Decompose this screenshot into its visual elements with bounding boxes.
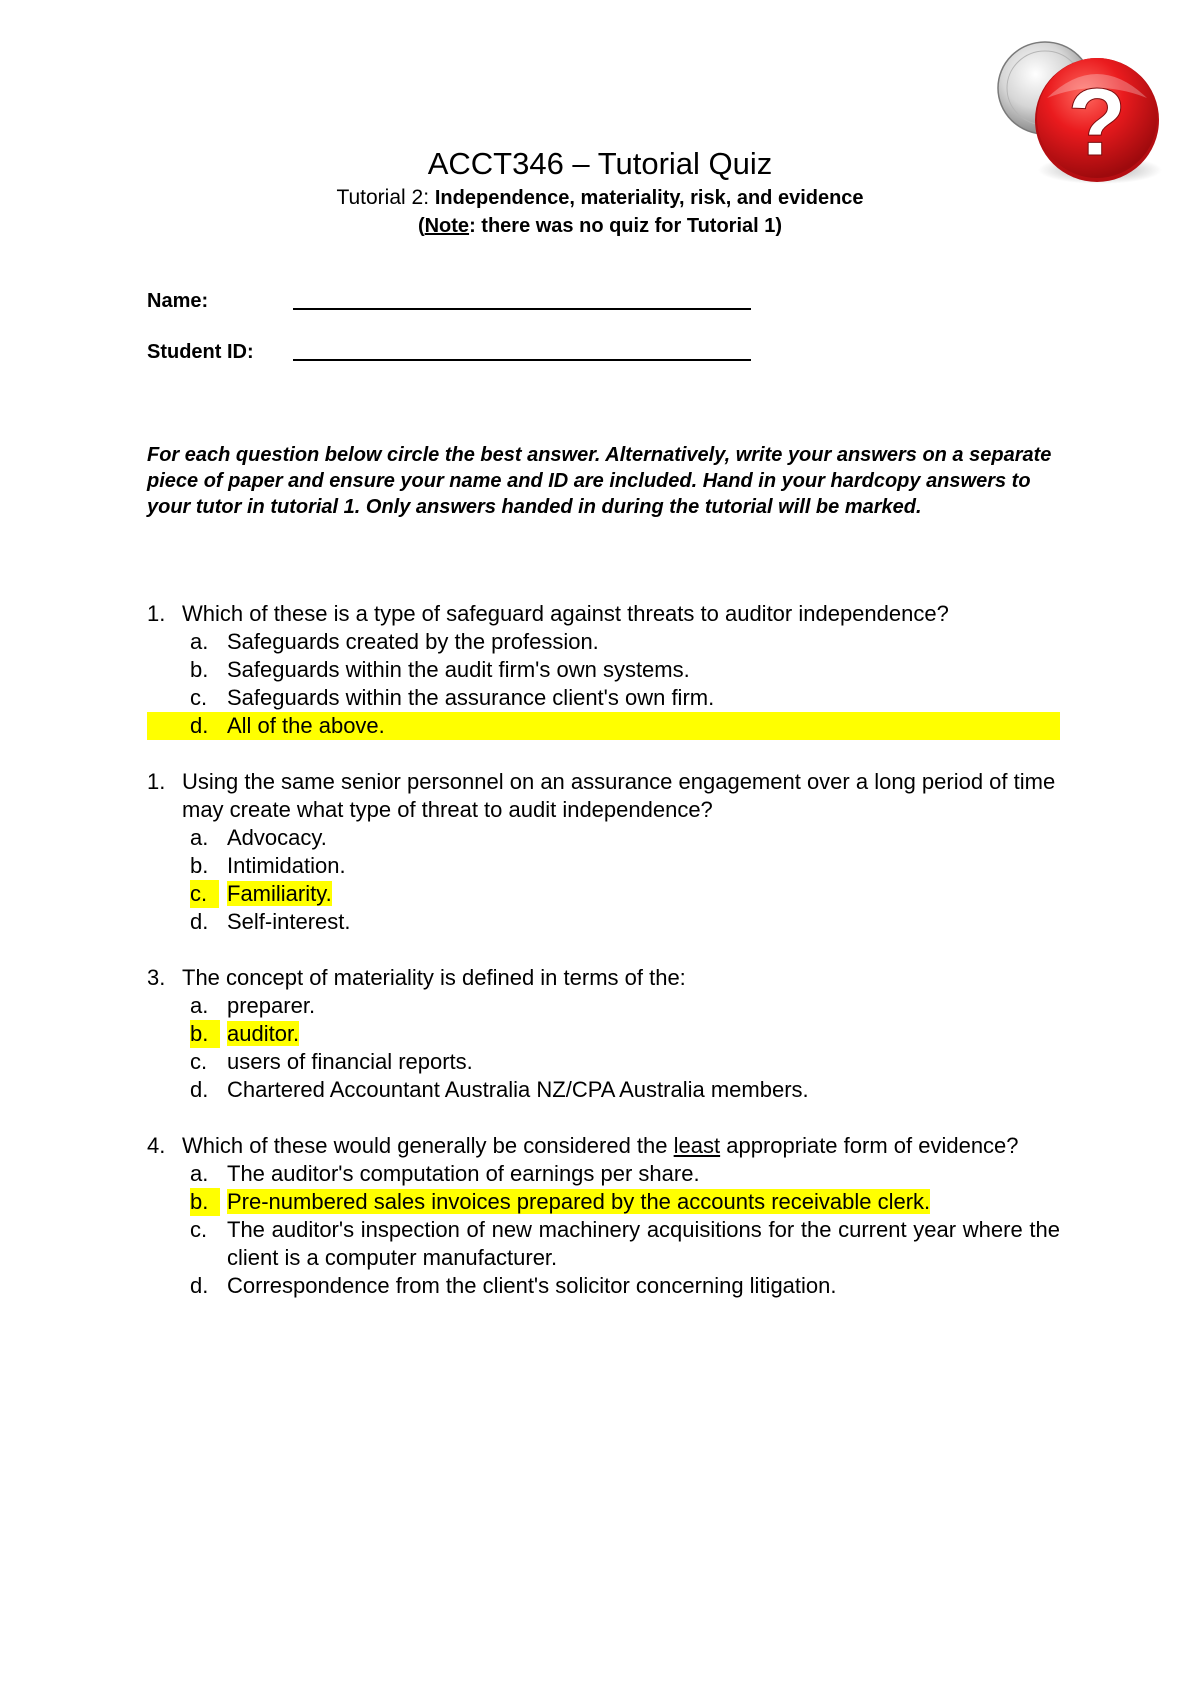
option-c[interactable] [147,1048,1060,1076]
option-letter: b. [190,853,209,878]
option-letter: c. [190,1049,208,1074]
option-text: Safeguards created by the profession. [227,629,599,654]
option-a[interactable] [147,824,1060,852]
question-text-after: appropriate form of evidence? [720,1133,1019,1158]
option-text: Intimidation. [227,853,346,878]
option-letter: a. [190,993,209,1018]
option-text: preparer. [227,993,316,1018]
question-stem [147,964,1060,992]
question-2 [147,768,1060,936]
option-text: Self-interest. [227,909,351,934]
option-letter: a. [190,1161,209,1186]
option-letter: a. [190,629,209,654]
option-a[interactable] [147,1160,1060,1188]
question-text: The concept of materiality is defined in terms of the: [182,965,686,990]
option-b[interactable] [147,852,1060,880]
option-text: Familiarity. [227,881,332,906]
question-text: Which of these is a type of safeguard against threats to auditor independence? [182,601,949,626]
question-stem [147,768,1060,824]
question-text-emphasis: least [673,1133,721,1158]
option-letter: b. [190,1020,220,1048]
option-letter: b. [190,1188,220,1216]
option-text: All of the above. [227,713,385,738]
option-letter: d. [190,1077,209,1102]
student-id-label: Student ID: [147,341,254,363]
option-letter: d. [190,1273,209,1298]
option-text: auditor. [227,1021,300,1046]
option-text: The auditor's computation of earnings per share. [227,1161,700,1186]
option-letter: c. [190,685,208,710]
note-open: ( [417,215,425,237]
option-text: The auditor's inspection of new machinery acquisitions for the current year where the client is a computer manufacturer. [227,1217,1060,1270]
option-text: Safeguards within the assurance client's own firm. [227,685,715,710]
option-d[interactable] [147,1076,1060,1104]
question-1 [147,600,1060,740]
question-number: 1. [147,601,166,626]
option-text: Pre-numbered sales invoices prepared by the accounts receivable clerk. [227,1189,931,1214]
page-title: ACCT346 – Tutorial Quiz [427,146,773,181]
note [0,213,1200,239]
name-label: Name: [147,290,209,312]
subtitle [0,185,1200,211]
option-text: Safeguards within the audit firm's own systems. [227,657,690,682]
question-stem [147,600,1060,628]
instructions: For each question below circle the best answer. Alternatively, write your answers on a separate piece of paper and ensure your name and ID are included. Hand in your hardcopy answers to your tutor in tutorial 1. Only answers handed in during the tutorial will be marked. [147,444,1052,518]
option-letter: a. [190,825,209,850]
subtitle-prefix: Tutorial 2: [336,186,435,209]
option-d[interactable] [147,1272,1060,1300]
option-a[interactable] [147,628,1060,656]
svg-text:?: ? [1067,69,1127,176]
option-text: users of financial reports. [227,1049,473,1074]
option-d[interactable] [147,908,1060,936]
option-b-highlighted-answer[interactable] [147,1188,1060,1216]
option-c[interactable] [147,1216,1060,1272]
option-d-highlighted-answer[interactable] [147,712,1060,740]
question-stem [147,1132,1060,1160]
option-text: Chartered Accountant Australia NZ/CPA Australia members. [227,1077,809,1102]
option-letter: c. [190,880,219,908]
question-text: Using the same senior personnel on an assurance engagement over a long period of time may create what type of threat to audit independence? [182,769,1056,822]
question-4 [147,1132,1060,1300]
student-id-field-line[interactable] [293,359,751,361]
question-number: 4. [147,1133,166,1158]
option-letter: c. [190,1217,208,1242]
name-field-line[interactable] [293,308,751,310]
option-c[interactable] [147,684,1060,712]
option-letter: b. [190,657,209,682]
question-list [147,600,1060,1328]
option-letter: d. [190,909,209,934]
option-a[interactable] [147,992,1060,1020]
subtitle-topic: Independence, materiality, risk, and evidence [434,187,864,209]
option-text: Advocacy. [227,825,327,850]
option-b-highlighted-answer[interactable] [147,1020,1060,1048]
question-text-before: Which of these would generally be considered the [182,1133,674,1158]
option-letter: d. [190,713,209,738]
question-3 [147,964,1060,1104]
question-number: 3. [147,965,166,990]
note-text: : there was no quiz for Tutorial 1) [469,215,783,237]
note-label: Note [424,215,470,237]
question-number: 1. [147,769,166,794]
option-b[interactable] [147,656,1060,684]
option-text: Correspondence from the client's solicitor concerning litigation. [227,1273,837,1298]
option-c-highlighted-answer[interactable] [147,880,1060,908]
